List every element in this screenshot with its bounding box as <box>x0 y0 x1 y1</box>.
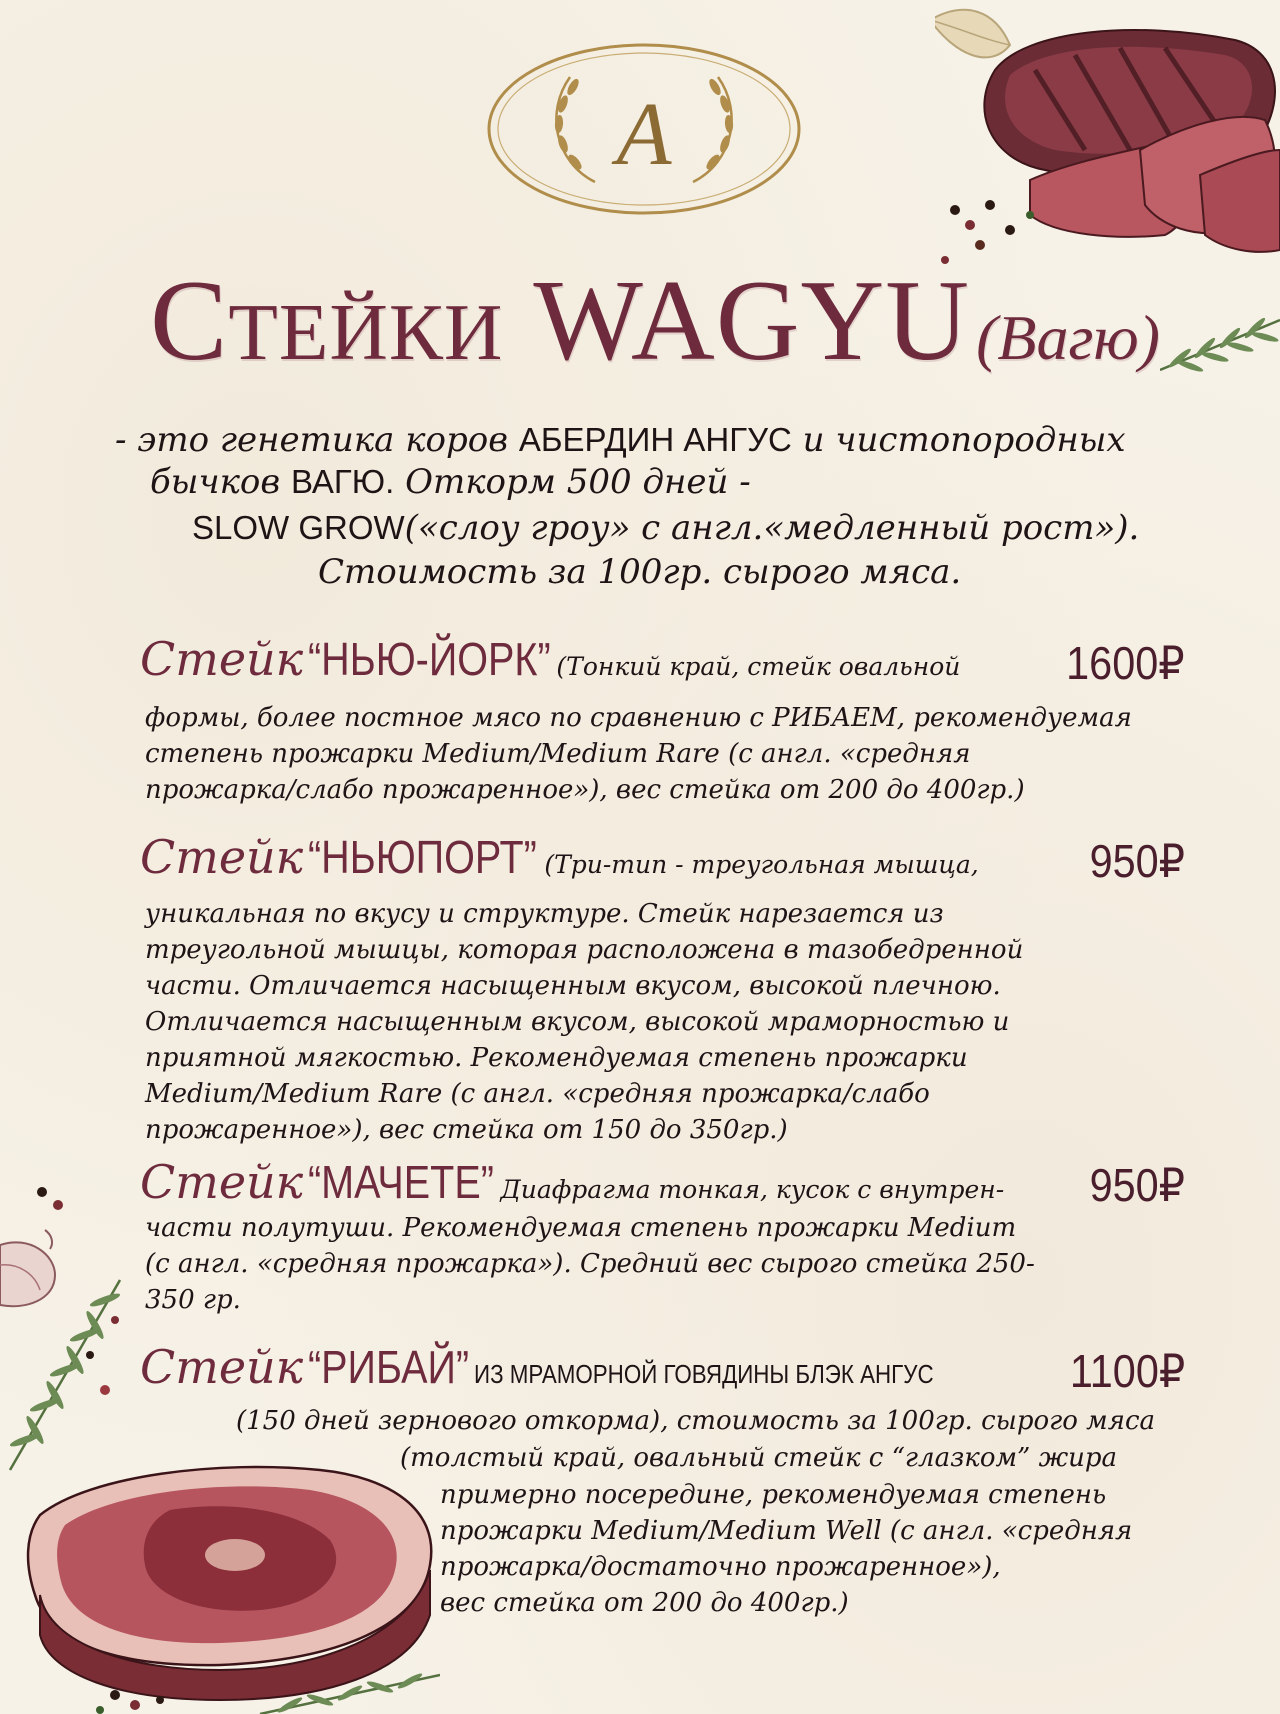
price-label: 950₽ <box>1089 835 1185 887</box>
logo-letter: A <box>616 85 672 184</box>
menu-item-heading: Стейк “НЬЮ-ЙОРК” (Тонкий край, стейк овальной <box>140 632 961 686</box>
intro-line-2: бычков ВАГЮ. Откорм 500 дней - <box>150 462 751 502</box>
menu-item-description: (150 дней зернового откорма), стоимость за 100гр. сырого мяса <box>236 1406 1156 1436</box>
price-label: 1600₽ <box>1066 637 1185 689</box>
menu-item-description: уникальная по вкусу и структуре. Стейк нарезается из треугольной мышцы, которая расположена в тазобедренной части. Отличается насыщенным вкусом, высокой плечною. Отличается насыщенным вкусом, высокой мраморностью и приятной мягкостью. Рекомендуемая степень прожарки Medium/Medium Rare (с англ. «средняя прожарка/слабо прожаренное»), вес стейка от 150 до 350гр.) <box>145 899 1024 1145</box>
peppercorn-icon <box>30 1180 130 1410</box>
price-label: 950₽ <box>1089 1159 1185 1211</box>
page-title <box>150 255 1160 405</box>
ribeye-illustration <box>20 1455 440 1714</box>
menu-item-description: (толстый край, овальный стейк с “глазком” жира <box>400 1443 1118 1473</box>
title-sub: (Вагю) <box>976 302 1160 373</box>
logo <box>485 42 803 216</box>
intro-line-4: Стоимость за 100гр. сырого мяса. <box>318 552 962 592</box>
menu-item-description: формы, более постное мясо по сравнению с РИБАЕМ, рекомендуемая степень прожарки Medium/Medium Rare (с англ. «средняя прожарка/слабо прожаренное»), вес стейка от 200 до 400гр.) <box>145 703 1132 805</box>
price-label: 1100₽ <box>1069 1345 1185 1397</box>
rosemary-icon <box>1160 300 1280 390</box>
intro-line-3: SLOW GROW(«слоу гроу» с англ.«медленный рост»). <box>192 508 1140 548</box>
steak-illustration <box>935 0 1280 290</box>
menu-item-description: части полутуши. Рекомендуемая степень прожарки Medium (с англ. «средняя прожарка»). Средний вес сырого стейка 250- 350 гр. <box>145 1213 1035 1315</box>
menu-item-heading: Стейк “НЬЮПОРТ” (Три-тип - треугольная мышца, <box>140 830 979 884</box>
menu-item-description: примерно посередине, рекомендуемая степень прожарки Medium/Medium Well (с англ. «средняя прожарка/достаточно прожаренное»), вес стейка от 200 до 400гр.) <box>440 1480 1133 1618</box>
menu-item-heading: Стейк “МАЧЕТЕ” Диафрагма тонкая, кусок с внутрен- <box>140 1155 1005 1209</box>
intro-line-1: - это генетика коров АБЕРДИН АНГУС и чистопородных <box>115 420 1126 460</box>
menu-item-heading: Стейк “РИБАЙ” ИЗ МРАМОРНОЙ ГОВЯДИНЫ БЛЭК АНГУС <box>140 1340 934 1394</box>
title-main: Стейки WAGYU <box>150 257 971 385</box>
